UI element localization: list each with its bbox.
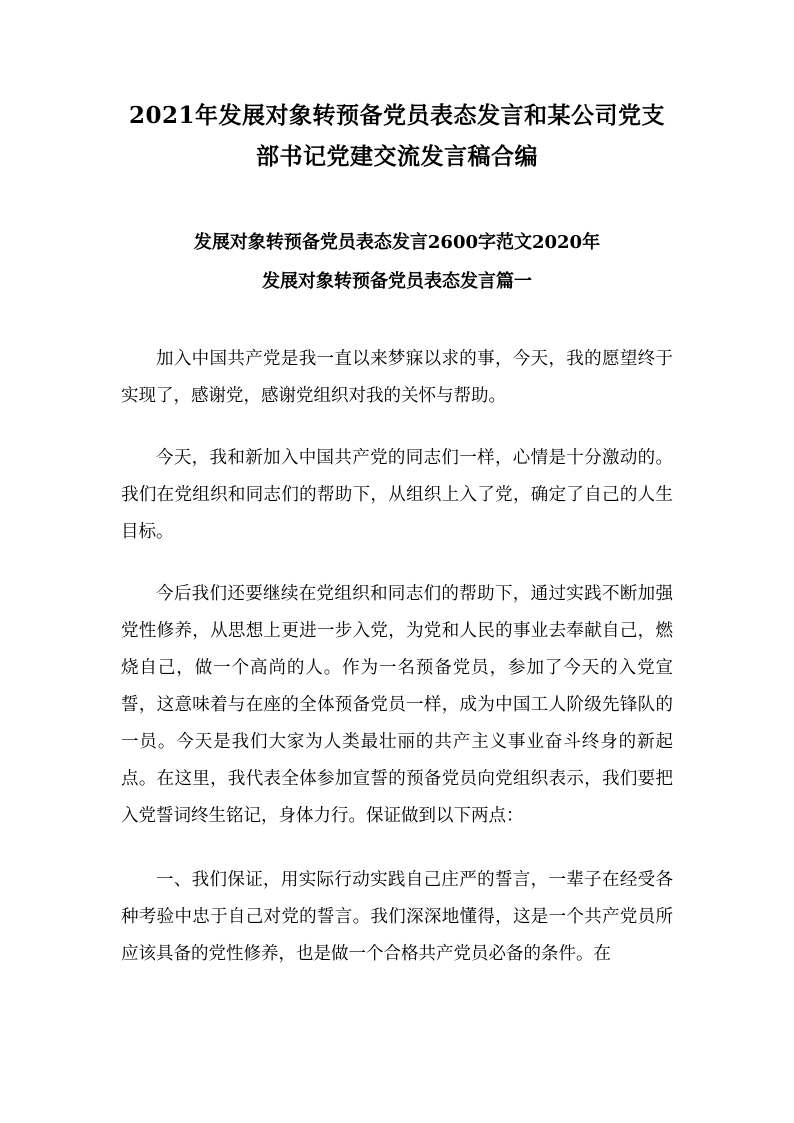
document-title-line-1: 2021年发展对象转预备党员表态发言和某公司党支 (128, 102, 665, 129)
document-title-line-2: 部书记党建交流发言稿合编 (256, 143, 538, 170)
body-paragraph-4: 一、我们保证，用实际行动实践自己庄严的誓言，一辈子在经受各种考验中忠于自己对党的誓言。我们深深地懂得，这是一个共产党员所应该具备的党性修养，也是做一个合格共产党员必备的条件。在 (121, 869, 673, 964)
body-paragraph-1: 加入中国共产党是我一直以来梦寐以求的事，今天，我的愿望终于实现了，感谢党，感谢党组织对我的关怀与帮助。 (121, 348, 673, 406)
section-subtitle-line-2: 发展对象转预备党员表态发言篇一 (262, 271, 532, 292)
body-paragraph-2: 今天，我和新加入中国共产党的同志们一样，心情是十分激动的。我们在党组织和同志们的帮助下，从组织上入了党，确定了自己的人生目标。 (121, 447, 673, 542)
section-subtitle-line-1: 发展对象转预备党员表态发言2600字范文2020年 (193, 232, 601, 253)
body-paragraph-3: 今后我们还要继续在党组织和同志们的帮助下，通过实践不断加强党性修养，从思想上更进一步入党，为党和人民的事业去奉献自己，燃烧自己，做一个高尚的人。作为一名预备党员，参加了今天的入党宣誓，这意味着与在座的全体预备党员一样，成为中国工人阶级先锋队的一员。今天是我们大家为人类最壮丽的共产主义事业奋斗终身的新起点。在这里，我代表全体参加宣誓的预备党员向党组织表示，我们要把入党誓词终生铭记，身体力行。保证做到以下两点： (121, 583, 673, 826)
